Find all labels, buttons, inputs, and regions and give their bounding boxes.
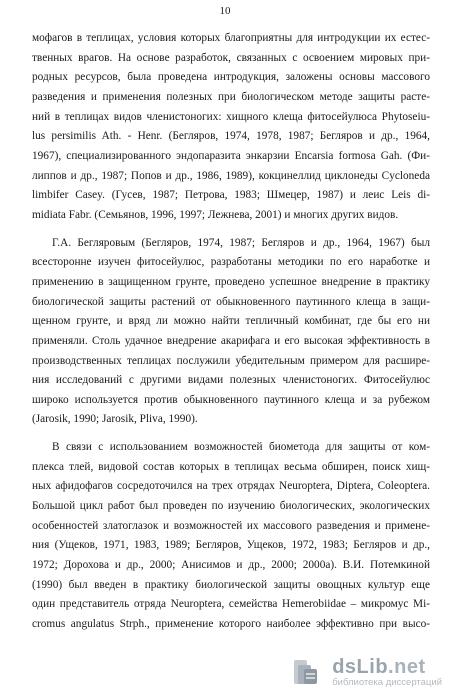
text-line: 1967), специализированного эндопаразита энкарзии Encarsia formosa Gah. (Фи- [32, 149, 430, 162]
text-line: Большой цикл работ был проведен по изучению биологических, экологических [32, 500, 430, 513]
text-line: (1990) был введен в практику биологической защиты овощных культур еще [32, 578, 430, 591]
text-line: твенных врагов. На основе разработок, связанных с освоением мировых при- [32, 51, 430, 64]
document-body [32, 29, 430, 635]
paragraph-2 [32, 234, 430, 431]
dslib-logo-text [332, 657, 442, 688]
text-line: особенностей златоглазок и возможностей их массового разведения и примене- [32, 519, 430, 532]
text-line: биологической защиты растений от обыкновенного паутинного клеща в защи- [32, 295, 430, 308]
dslib-name-part1: dsLib [332, 655, 389, 678]
text-line: разведения и применения полезных при биологическом методе защиты расте- [32, 90, 430, 103]
page-number: 10 [219, 5, 231, 17]
dslib-tagline: библиотека диссертаций [332, 676, 442, 688]
dslib-logo-name [332, 657, 442, 677]
text-line: В связи с использованием возможностей биометода для защиты от ком- [52, 441, 430, 454]
text-line: lus persimilis Ath. - Henr. (Бегляров, 1974, 1978, 1987; Бегляров и др., 1964, [32, 130, 430, 143]
text-line: плекса тлей, видовой состав которых в теплицах весьма обширен, поиск хищ- [32, 460, 430, 473]
dslib-name-part2: .net [388, 655, 426, 678]
paragraph-3 [32, 438, 430, 635]
text-line: ний в теплицах видов членистоногих: хищного клеща фитосейулюса Phytoseiu- [32, 110, 430, 123]
text-line: всесторонне изучен фитосейулюс, разработаны методики по его наработке и [32, 256, 430, 269]
text-line: широко используется против обыкновенного паутинного клеща и за рубежом [32, 393, 430, 406]
text-line: ния (Ущеков, 1971, 1983, 1989; Бегляров, Ущеков, 1972, 1983; Бегляров и др., [32, 539, 430, 552]
text-line: Г.А. Бегляровым (Бегляров, 1974, 1987; Бегляров и др., 1964, 1967) был [52, 236, 430, 249]
dslib-logo-icon [292, 657, 326, 687]
text-line: родных ресурсов, была проведена интродукция, заложены основы массового [32, 71, 430, 84]
text-line: ных афидофагов сосредоточился на трех отрядах Neuroptera, Diptera, Coleoptera. [32, 480, 430, 493]
text-line: щенном грунте, и вряд ли можно найти тепличный комбинат, где бы его ни [32, 315, 430, 328]
text-line: (Jarosik, 1990; Jarosik, Pliva, 1990). [32, 413, 198, 426]
text-line: применяли. Столь удачное внедрение акарифага и его высокая эффективность в [32, 334, 430, 347]
text-line: применению в защищенном грунте, проведено успешное внедрение в практику [32, 275, 430, 288]
text-line: липпов и др., 1987; Попов и др., 1986, 1989), кокцинеллид циклонеды Cycloneda [32, 169, 430, 182]
text-line: производственных теплицах послужили убедительным примером для расшире- [32, 354, 430, 367]
paragraph-1 [32, 29, 430, 226]
text-line: ния исследований с другими видами полезных членистоногих. Фитосейулюс [32, 374, 430, 387]
text-line: midiata Fabr. (Семьянов, 1996, 1997; Лежнева, 2001) и многих других видов. [32, 208, 399, 221]
text-line: 1972; Дорохова и др., 2000; Анисимов и др., 2000; 2000а). В.И. Потемкиной [32, 559, 430, 572]
dslib-watermark[interactable] [292, 657, 442, 688]
text-line: один представитель отряда Neuroptera, семейства Hemerobiidae – микромус Mi- [32, 598, 430, 611]
text-line: limbifer Casey. (Гусев, 1987; Петрова, 1983; Шмецер, 1987) и леис Leis di- [32, 189, 430, 202]
text-line: мофагов в теплицах, условия которых благоприятны для интродукции их естес- [32, 32, 430, 44]
text-line: cromus angulatus Strph., применение которого наиболее эффективно при высо- [32, 618, 430, 631]
